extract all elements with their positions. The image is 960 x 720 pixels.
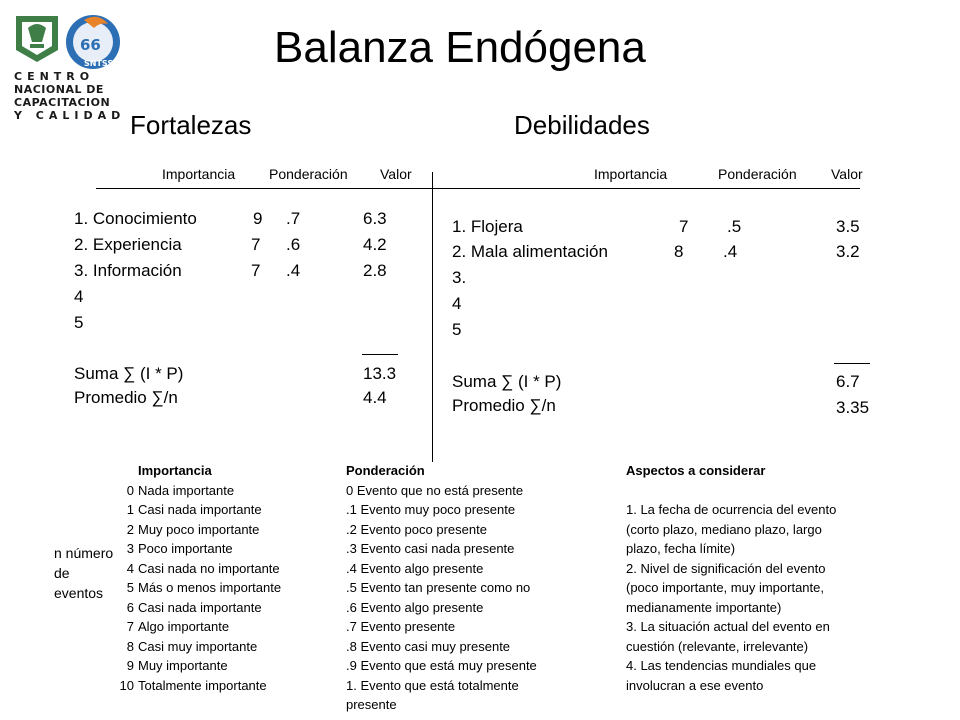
importancia-legend-title: Importancia bbox=[138, 463, 212, 478]
ponderacion-legend-item: .2 Evento poco presente bbox=[346, 521, 487, 537]
logo-line: CENTRO bbox=[14, 70, 95, 83]
fortalezas-promedio-label: Promedio ∑/n bbox=[74, 388, 178, 407]
debilidades-ponderacion: .4 bbox=[723, 242, 738, 261]
logo-line: CAPACITACION bbox=[14, 96, 111, 109]
ponderacion-legend-item: .1 Evento muy poco presente bbox=[346, 502, 516, 517]
debilidades-item: 5 bbox=[452, 320, 462, 339]
fortalezas-importancia: 9 bbox=[253, 209, 263, 228]
table-header-rule bbox=[96, 188, 860, 189]
logo-line: Y CALIDAD bbox=[14, 109, 126, 122]
aspectos-line: (corto plazo, mediano plazo, largo bbox=[626, 521, 822, 537]
aspectos-line: 2. Nivel de significación del evento bbox=[626, 560, 826, 576]
sum-rule bbox=[362, 354, 398, 355]
importancia-legend-item: 8 Casi muy importante bbox=[126, 638, 258, 654]
debilidades-header-ponderacion: Ponderación bbox=[718, 166, 797, 182]
fortalezas-valor: 2.8 bbox=[363, 261, 387, 280]
fortalezas-ponderacion: .7 bbox=[286, 209, 301, 228]
badge-text: SNTSS bbox=[84, 59, 114, 68]
ponderacion-legend-item: presente bbox=[346, 697, 397, 712]
debilidades-item: 1. Flojera bbox=[452, 217, 523, 236]
debilidades-heading: Debilidades bbox=[514, 110, 650, 140]
fortalezas-importancia: 7 bbox=[251, 261, 261, 280]
ponderacion-legend-item: .3 Evento casi nada presente bbox=[346, 541, 515, 556]
debilidades-header-importancia: Importancia bbox=[594, 166, 668, 182]
importancia-legend-item: 5 Más o menos importante bbox=[126, 580, 282, 595]
ponderacion-legend-item: 1. Evento que está totalmente bbox=[346, 677, 519, 693]
center-divider bbox=[432, 172, 433, 462]
debilidades-item: 2. Mala alimentación bbox=[452, 242, 608, 261]
debilidades-promedio-label: Promedio ∑/n bbox=[452, 396, 556, 415]
aspectos-line: involucran a ese evento bbox=[626, 677, 764, 693]
fortalezas-item: 2. Experiencia bbox=[74, 235, 182, 254]
fortalezas-item: 4 bbox=[74, 287, 84, 306]
aspectos-line: 4. Las tendencias mundiales que bbox=[626, 658, 817, 673]
importancia-legend-item: 7 Algo importante bbox=[126, 619, 230, 634]
debilidades-importancia: 8 bbox=[674, 242, 684, 261]
importancia-legend-item: 1 Casi nada importante bbox=[126, 502, 262, 517]
ponderacion-legend-item: 0 Evento que no está presente bbox=[346, 482, 524, 498]
sum-rule bbox=[834, 363, 870, 364]
debilidades-ponderacion: .5 bbox=[727, 217, 742, 236]
fortalezas-ponderacion: .6 bbox=[286, 235, 301, 254]
debilidades-valor: 3.2 bbox=[836, 242, 860, 261]
aspectos-line: plazo, fecha límite) bbox=[626, 541, 736, 556]
debilidades-item: 3. bbox=[452, 268, 467, 287]
aspectos-legend-title: Aspectos a considerar bbox=[626, 463, 766, 478]
fortalezas-item: 1. Conocimiento bbox=[74, 209, 197, 228]
ponderacion-legend-item: .5 Evento tan presente como no bbox=[346, 580, 531, 595]
fortalezas-importancia: 7 bbox=[251, 235, 261, 254]
importancia-legend bbox=[110, 461, 281, 695]
importancia-legend-item: 3 Poco importante bbox=[126, 541, 233, 556]
fortalezas-suma-value: 13.3 bbox=[363, 364, 397, 383]
importancia-legend-item: 6 Casi nada importante bbox=[126, 599, 262, 615]
importancia-legend-item: 9 Muy importante bbox=[126, 658, 228, 673]
fortalezas-ponderacion: .4 bbox=[286, 261, 301, 280]
importancia-legend-item: 0 Nada importante bbox=[126, 482, 235, 498]
logo-text bbox=[14, 70, 136, 122]
fortalezas-item: 5 bbox=[74, 313, 84, 332]
aspectos-line: 3. La situación actual del evento en bbox=[626, 619, 830, 634]
fortalezas-suma-label: Suma ∑ (I * P) bbox=[74, 364, 184, 383]
fortalezas-promedio-value: 4.4 bbox=[363, 388, 387, 407]
aspectos-line: (poco importante, muy importante, bbox=[626, 580, 824, 595]
ponderacion-legend-title: Ponderación bbox=[346, 463, 425, 478]
fortalezas-header-ponderacion: Ponderación bbox=[269, 166, 348, 182]
ponderacion-legend-item: .4 Evento algo presente bbox=[346, 560, 484, 576]
fortalezas-item: 3. Información bbox=[74, 261, 182, 280]
aspectos-line: cuestión (relevante, irrelevante) bbox=[626, 638, 809, 654]
logo bbox=[12, 12, 134, 130]
debilidades-item: 4 bbox=[452, 294, 462, 313]
debilidades-header-valor: Valor bbox=[831, 166, 863, 182]
sntss-emblem-icon bbox=[64, 12, 122, 72]
fortalezas-valor: 4.2 bbox=[363, 235, 387, 254]
aspectos-line bbox=[626, 481, 836, 501]
ponderacion-legend bbox=[346, 461, 537, 715]
page-title: Balanza Endógena bbox=[274, 23, 646, 72]
debilidades-promedio-value: 3.35 bbox=[836, 398, 870, 417]
ponderacion-legend-item: .7 Evento presente bbox=[346, 619, 456, 634]
fortalezas-header-valor: Valor bbox=[380, 166, 412, 182]
aspectos-line: medianamente importante) bbox=[626, 599, 782, 615]
aspectos-line: 1. La fecha de ocurrencia del evento bbox=[626, 502, 837, 517]
importancia-legend-item: 10 Totalmente importante bbox=[119, 677, 267, 693]
importancia-legend-item: 2 Muy poco importante bbox=[126, 521, 260, 537]
ponderacion-legend-item: .8 Evento casi muy presente bbox=[346, 638, 511, 654]
ponderacion-legend-item: .9 Evento que está muy presente bbox=[346, 658, 537, 673]
debilidades-importancia: 7 bbox=[679, 217, 689, 236]
imss-emblem-icon bbox=[12, 12, 62, 64]
ponderacion-legend-item: .6 Evento algo presente bbox=[346, 599, 484, 615]
fortalezas-header-importancia: Importancia bbox=[162, 166, 236, 182]
logo-line: NACIONAL DE bbox=[14, 83, 104, 96]
fortalezas-valor: 6.3 bbox=[363, 209, 387, 228]
debilidades-valor: 3.5 bbox=[836, 217, 860, 236]
importancia-legend-item: 4 Casi nada no importante bbox=[126, 560, 280, 576]
debilidades-suma-value: 6.7 bbox=[836, 372, 860, 391]
badge-number: 66 bbox=[80, 36, 101, 54]
fortalezas-heading: Fortalezas bbox=[130, 110, 252, 140]
debilidades-suma-label: Suma ∑ (I * P) bbox=[452, 372, 562, 391]
aspectos-legend bbox=[626, 461, 836, 695]
n-label: n número de eventos bbox=[54, 545, 114, 601]
